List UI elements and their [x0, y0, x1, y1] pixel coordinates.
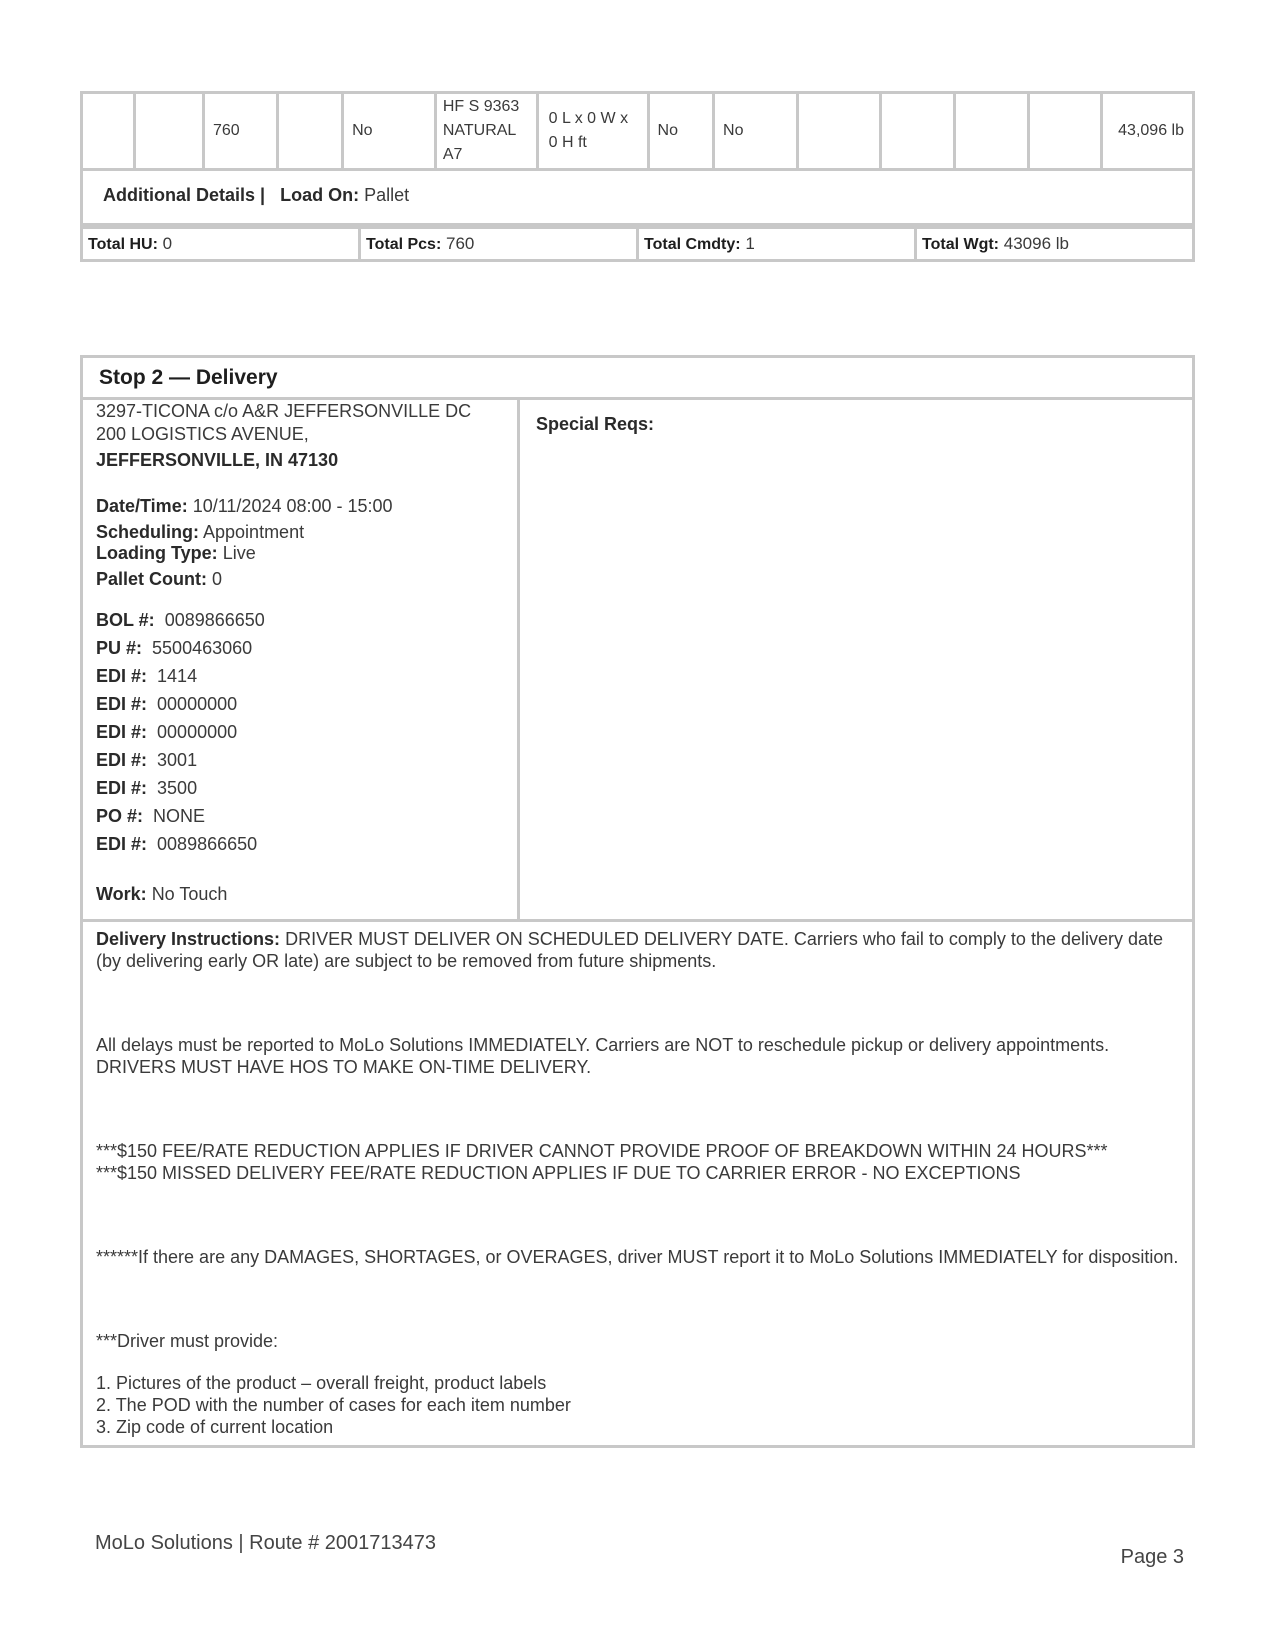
cell-empty: [1028, 93, 1102, 170]
loading-row: [96, 543, 256, 564]
ref-row: [96, 778, 197, 799]
instruction-text: ***$150 FEE/RATE REDUCTION APPLIES IF DRIVER CANNOT PROVIDE PROOF OF BREAKDOWN WITHIN 24 HOURS***: [96, 1141, 1108, 1161]
total-hu-value: 0: [162, 234, 173, 253]
ref-label: EDI #:: [96, 834, 148, 854]
total-cmdty-label: Total Cmdty:: [644, 236, 741, 253]
ref-label: EDI #:: [96, 722, 148, 742]
stop-details: [83, 400, 1192, 922]
total-pcs-label: Total Pcs:: [366, 236, 442, 253]
datetime-label: Date/Time:: [96, 496, 188, 516]
total-pcs-value: 760: [446, 234, 475, 253]
ref-row: [96, 750, 197, 771]
stop-right-column: [520, 400, 1192, 919]
stop-box: [80, 355, 1195, 1448]
description-cell: HF S 9363 NATURAL A7: [435, 93, 537, 170]
totals-row: [80, 226, 1195, 262]
cell-empty: [82, 93, 135, 170]
ref-row: [96, 834, 257, 855]
special-reqs-label: Special Reqs:: [536, 414, 655, 434]
ref-value: 1414: [157, 666, 198, 686]
total-cmdty: [638, 228, 916, 261]
pallet-row: [96, 569, 222, 590]
datetime-row: [96, 496, 393, 517]
dimensions-cell: 0 L x 0 W x 0 H ft: [537, 93, 648, 170]
work-label: Work:: [96, 884, 147, 904]
cell-empty: [135, 93, 204, 170]
work-value: No Touch: [151, 884, 228, 904]
instruction-text: ***$150 MISSED DELIVERY FEE/RATE REDUCTION APPLIES IF DUE TO CARRIER ERROR - NO EXCEPTIONS: [96, 1163, 1021, 1183]
page-number: Page 3: [1120, 1546, 1184, 1568]
ref-label: BOL #:: [96, 610, 155, 630]
instruction-text: DRIVERS MUST HAVE HOS TO MAKE ON-TIME DELIVERY.: [96, 1057, 592, 1077]
cell-empty: [277, 93, 343, 170]
stop-street: 200 LOGISTICS AVENUE,: [96, 424, 309, 444]
instruction-text: 3. Zip code of current location: [96, 1417, 334, 1437]
total-cmdty-value: 1: [745, 234, 755, 253]
delivery-instructions: [83, 922, 1192, 1438]
ref-value: 3500: [157, 778, 198, 798]
instruction-text: All delays must be reported to MoLo Solutions IMMEDIATELY. Carriers are NOT to reschedule pickup or delivery appointments.: [96, 1035, 1110, 1055]
ref-row: [96, 666, 197, 687]
instructions-label: Delivery Instructions:: [96, 929, 281, 949]
pieces-cell: 760: [203, 93, 277, 170]
scheduling-value: Appointment: [203, 522, 305, 542]
ref-row: [96, 722, 237, 743]
pallet-label: Pallet Count:: [96, 569, 207, 589]
instruction-paragraph: [96, 928, 1182, 972]
instruction-text: ***Driver must provide:: [96, 1331, 279, 1351]
pallet-value: 0: [212, 569, 223, 589]
hazmat-cell: No: [343, 93, 436, 170]
total-wgt: [916, 228, 1194, 261]
total-pcs: [360, 228, 638, 261]
load-on-label: Load On:: [280, 185, 360, 205]
cell-empty: [797, 93, 881, 170]
ref-label: PO #:: [96, 806, 144, 826]
ref-value: 0089866650: [164, 610, 265, 630]
cell-empty: [954, 93, 1028, 170]
ref-label: EDI #:: [96, 750, 148, 770]
commodity-table: [80, 91, 1195, 171]
ref-value: 0089866650: [157, 834, 258, 854]
ref-label: EDI #:: [96, 778, 148, 798]
stop-title: Stop 2 — Delivery: [83, 358, 1192, 400]
ref-value: 00000000: [157, 694, 238, 714]
ref-value: NONE: [153, 806, 206, 826]
additional-details-label: Additional Details |: [103, 185, 266, 205]
commodity-row: [82, 93, 1194, 170]
load-on-value: Pallet: [364, 185, 410, 205]
total-wgt-label: Total Wgt:: [922, 236, 1000, 253]
total-hu: [82, 228, 360, 261]
instruction-text: 2. The POD with the number of cases for each item number: [96, 1395, 571, 1415]
ref-value: 3001: [157, 750, 198, 770]
stackable-cell: No: [648, 93, 714, 170]
ref-value: 5500463060: [152, 638, 253, 658]
total-hu-label: Total HU:: [88, 236, 158, 253]
stop-name: 3297-TICONA c/o A&R JEFFERSONVILLE DC: [96, 401, 472, 421]
ref-label: EDI #:: [96, 694, 148, 714]
additional-details-row: [80, 168, 1195, 226]
ref-row: [96, 806, 205, 827]
loading-value: Live: [222, 543, 256, 563]
stop-city: JEFFERSONVILLE, IN 47130: [96, 450, 339, 470]
ref-row: [96, 694, 237, 715]
scheduling-row: [96, 522, 304, 543]
footer-route: MoLo Solutions | Route # 2001713473: [95, 1532, 437, 1554]
ref-label: EDI #:: [96, 666, 148, 686]
instruction-text: 1. Pictures of the product – overall freight, product labels: [96, 1373, 547, 1393]
work-row: [96, 884, 227, 905]
scheduling-label: Scheduling:: [96, 522, 199, 542]
ref-row: [96, 610, 265, 631]
stop-left-column: [83, 400, 520, 919]
instruction-text: DRIVER MUST DELIVER ON SCHEDULED DELIVERY DATE. Carriers who fail to comply to the delivery date (by delivering early OR late) are subject to be removed from future shipments.: [96, 929, 1164, 971]
temp-cell: No: [714, 93, 798, 170]
weight-cell: 43,096 lb: [1102, 93, 1194, 170]
datetime-value: 10/11/2024 08:00 - 15:00: [192, 496, 393, 516]
ref-value: 00000000: [157, 722, 238, 742]
total-wgt-value: 43096 lb: [1003, 234, 1069, 253]
ref-label: PU #:: [96, 638, 143, 658]
instruction-text: ******If there are any DAMAGES, SHORTAGES, or OVERAGES, driver MUST report it to MoLo Solutions IMMEDIATELY for disposition.: [96, 1247, 1179, 1267]
loading-label: Loading Type:: [96, 543, 218, 563]
ref-row: [96, 638, 252, 659]
cell-empty: [881, 93, 955, 170]
